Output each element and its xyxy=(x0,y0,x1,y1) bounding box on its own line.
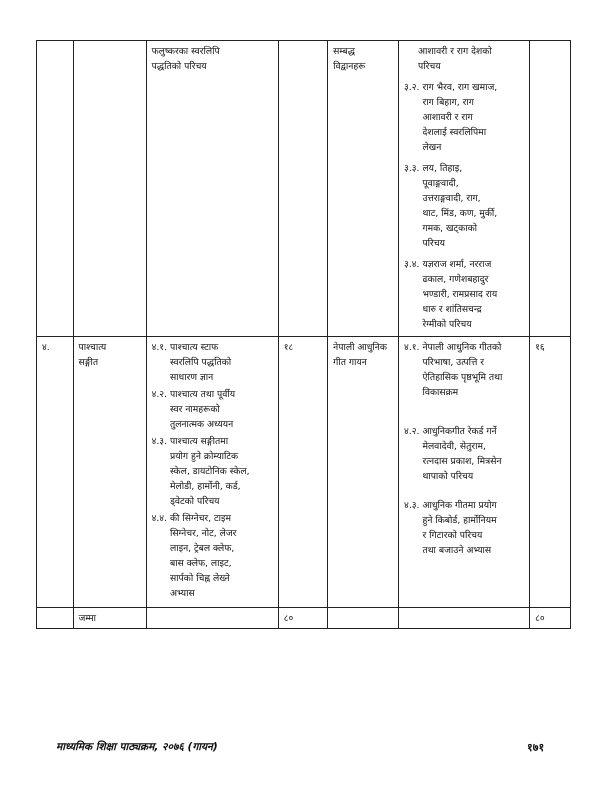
total-label: जम्मा xyxy=(73,608,146,629)
cell-title xyxy=(73,41,146,337)
cell-sn xyxy=(37,608,74,629)
cell-theory xyxy=(146,337,278,608)
list-item: ४.२. पाश्चात्य तथा पूर्वीय स्वर नामहरूको तुलनात्मक अध्ययन xyxy=(151,389,236,430)
cell-practical-content xyxy=(399,337,530,608)
cell-practical-title: नेपाली आधुनिक गीत गायन xyxy=(328,337,399,608)
table-row xyxy=(37,337,571,608)
cell-title: पाश्चात्य सङ्गीत xyxy=(73,337,146,608)
theory-text: फलुष्करका स्वरलिपि पद्धतिको परिचय xyxy=(151,46,220,72)
syllabus-table xyxy=(36,40,571,629)
list-item: ४.२. आधुनिकगीत रेकर्ड गर्ने मेलवादेवी, सेतुराम, रत्नदास प्रकाश, मित्रसेन थापाको परिचय xyxy=(404,426,502,482)
cell-hours: १८ xyxy=(278,337,327,608)
table-row-total xyxy=(37,608,571,629)
list-item: ४.३. पाश्चात्य सङ्गीतमा प्रयोग हुने क्रोम्याटिक स्केल, डायटोनिक स्केल, मेलोडी, हार्मोनी, कर्ड, ड्वेटको परिचय xyxy=(151,436,250,507)
list-item: ३.४. यज्ञराज शर्मा, नरराज ढकाल, गणेशबहादुर भण्डारी, रामप्रसाद राय धारु र शांतिसचन्द्र रेग्मीको परिचय xyxy=(404,259,498,330)
list-item: ३.२. राग भैरव, राग खमाज, राग बिहाग, राग आशावरी र राग देशलाई स्वरलिपिमा लेखन xyxy=(404,82,498,153)
list-item: ४.१. नेपाली आधुनिक गीतको परिभाषा, उत्पत्ति र ऐतिहासिक पृष्ठभूमि तथा विकासक्रम xyxy=(404,342,503,398)
total-theory-hours: ८० xyxy=(278,608,327,629)
list-item: ४.४. की सिग्नेचर, टाइम सिग्नेचर, नोट, लेजर लाइन, ट्रेबल क्लेफ, बास क्लेफ, लाइट, सार्पको चिह्न लेख्ने अभ्यास xyxy=(151,513,237,599)
page-number: १७१ xyxy=(527,741,545,754)
practical-lead: आशावरी र राग देशको परिचय xyxy=(418,46,492,72)
cell-practical-title xyxy=(328,608,399,629)
footer-title: माध्यमिक शिक्षा पाठ्यक्रम, २०७६ (गायन) xyxy=(56,741,218,753)
cell-theory xyxy=(146,608,278,629)
cell-sn: ४. xyxy=(37,337,74,608)
cell-practical-content xyxy=(399,41,530,337)
cell-practical-title: सम्बद्ध विद्वानहरू xyxy=(328,41,399,337)
cell-practical-hours: १६ xyxy=(530,337,571,608)
list-item: ४.३. आधुनिक गीतमा प्रयोग हुने किबोर्ड, हार्मोनियम र गिटारको परिचय तथा बजाउने अभ्यास xyxy=(404,500,497,556)
total-practical-hours: ८० xyxy=(530,608,571,629)
list-item: ३.३. लय, तिहाइ, पूवाङ्गवादी, उत्तराङ्गवादी, राग, थाट, मिंड, कण, मुर्की, गमक, खट्काको परिचय xyxy=(404,163,498,249)
cell-theory xyxy=(146,41,278,337)
cell-sn xyxy=(37,41,74,337)
list-item: ४.१. पाश्चात्य स्टाफ स्वरलिपि पद्धतिको साधारण ज्ञान xyxy=(151,342,232,383)
cell-hours xyxy=(278,41,327,337)
table-row xyxy=(37,41,571,337)
cell-practical-content xyxy=(399,608,530,629)
cell-practical-hours xyxy=(530,41,571,337)
